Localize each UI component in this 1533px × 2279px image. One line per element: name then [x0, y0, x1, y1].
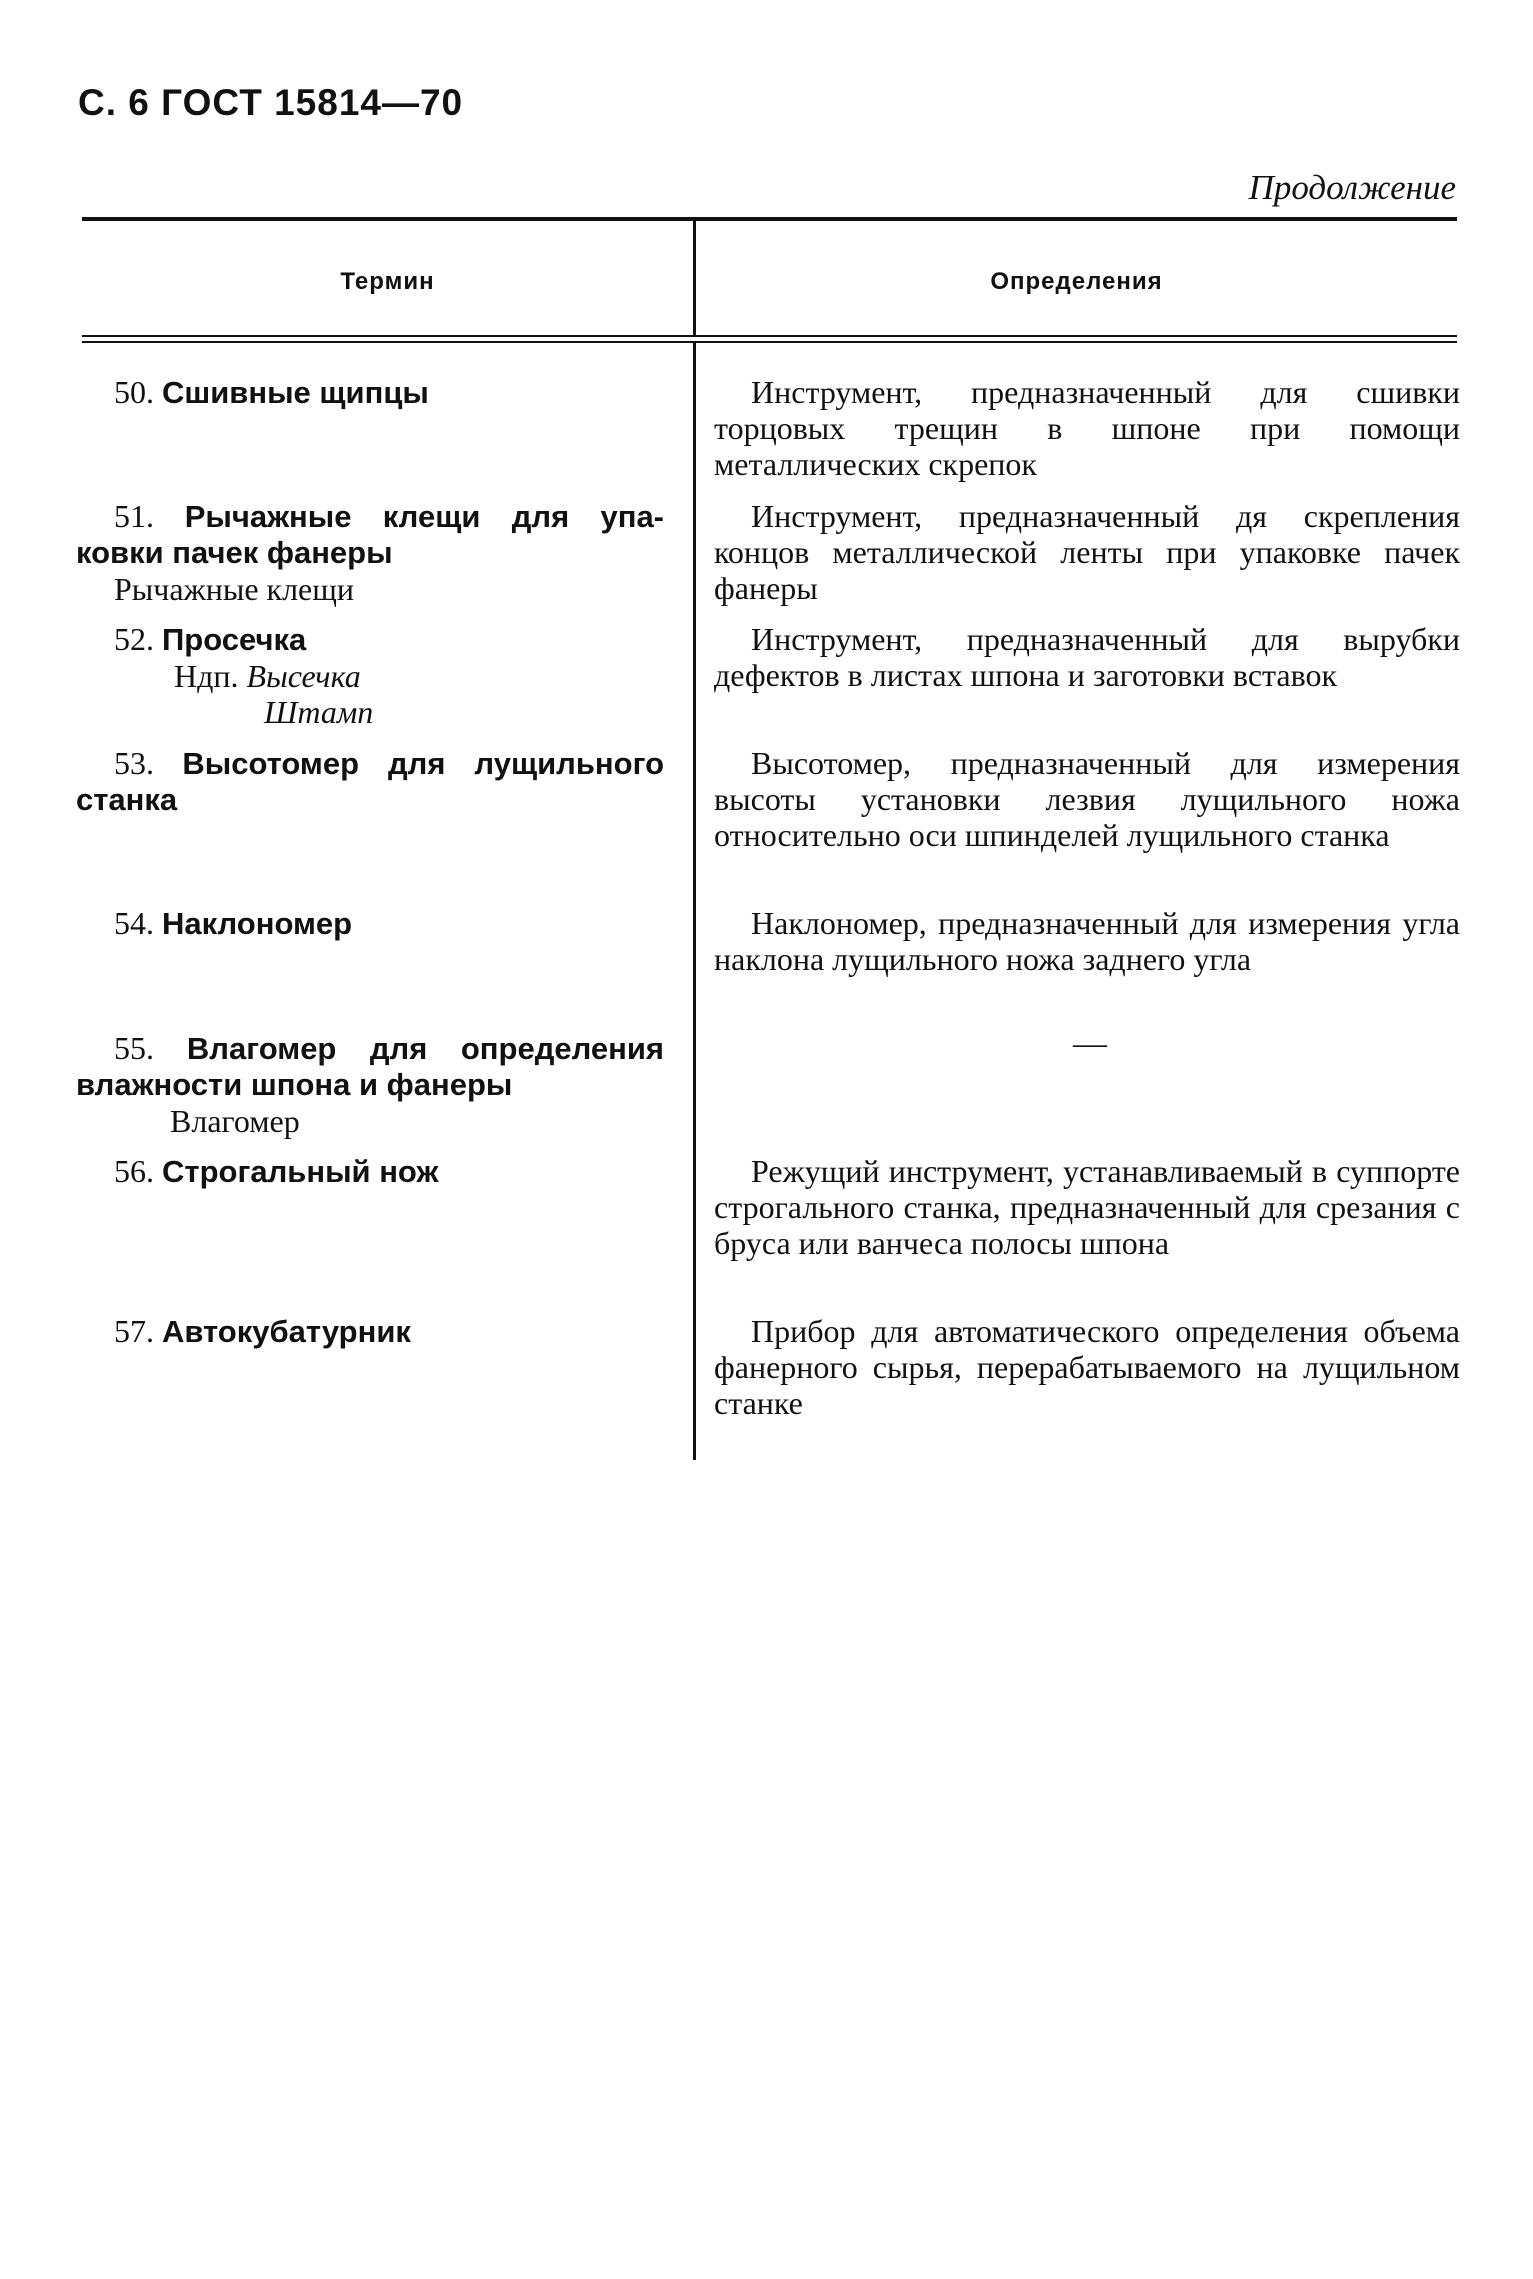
- term-line: [76, 374, 664, 411]
- page-number: С. 6: [78, 82, 150, 123]
- term-cell-52: [76, 621, 664, 730]
- term-line: [76, 1153, 664, 1190]
- definition-cell-50: Инструмент, предназначенный для сшивки торцовых трещин в шпоне при помощи металлических скрепок: [714, 374, 1460, 482]
- term-line: [76, 621, 664, 658]
- definition-cell-52: Инструмент, предназначенный для вырубки дефектов в листах шпона и заготовки вставок: [714, 621, 1460, 693]
- term-number: 52.: [114, 621, 154, 657]
- column-header-definition: Определения: [990, 268, 1163, 295]
- term-name: Влагомер для определения: [186, 1031, 665, 1066]
- term-name: Наклономер: [162, 906, 353, 941]
- term-cell-54: [76, 905, 664, 942]
- page-header: [78, 82, 463, 124]
- term-cell-50: [76, 374, 664, 411]
- term-name: Строгальный нож: [162, 1154, 439, 1189]
- definition-cell-56: Режущий инструмент, устанавливаемый в суппорте строгального станка, предназначенный для срезания с бруса или ванчеса полосы шпона: [714, 1153, 1460, 1261]
- column-header-term: Термин: [340, 268, 435, 295]
- term-line: [76, 1313, 664, 1350]
- term-name: Просечка: [162, 622, 307, 657]
- term-number: 55.: [114, 1030, 154, 1066]
- term-name-continued: станка: [76, 782, 178, 817]
- term-cell-51: [76, 498, 664, 607]
- term-number: 50.: [114, 374, 154, 410]
- term-cell-53: [76, 745, 664, 818]
- definition-cell-51: Инструмент, предназначенный дя скрепления концов металлической ленты при упаковке пачек фанеры: [714, 498, 1460, 606]
- term-number: 53.: [114, 745, 154, 781]
- ndp-label: Ндп.: [174, 658, 239, 694]
- table-top-rule: [82, 217, 1457, 221]
- term-number: 56.: [114, 1153, 154, 1189]
- term-synonym: Влагомер: [170, 1103, 300, 1139]
- definition-cell-55: —: [1073, 1025, 1107, 1062]
- term-number: 57.: [114, 1313, 154, 1349]
- term-name: Автокубатурник: [162, 1314, 411, 1349]
- term-number: 51.: [114, 498, 154, 534]
- term-line: [76, 745, 664, 782]
- term-cell-55: [76, 1030, 664, 1139]
- term-name-continued: ковки пачек фанеры: [76, 535, 393, 570]
- term-name: Высотомер для лущильного: [182, 746, 665, 781]
- term-name-continued: влажности шпона и фанеры: [76, 1067, 513, 1102]
- definition-cell-53: Высотомер, предназначенный для измерения высоты установки лезвия лущильного ножа относительно оси шпинделей лущильного станка: [714, 745, 1460, 853]
- term-line: [76, 905, 664, 942]
- continuation-label: Продолжение: [1248, 168, 1456, 207]
- term-name: Рычажные клещи для упа-: [184, 499, 665, 534]
- term-name: Сшивные щипцы: [162, 375, 429, 410]
- term-line: [76, 1030, 664, 1067]
- header-double-rule-upper: [82, 335, 1457, 337]
- ndp-term: Штамп: [264, 694, 374, 730]
- ndp-term: Высечка: [246, 658, 361, 694]
- term-line: [76, 498, 664, 535]
- term-synonym: Рычажные клещи: [114, 571, 355, 607]
- term-cell-57: [76, 1313, 664, 1350]
- ndp-line: [76, 658, 664, 694]
- body-column-divider: [693, 343, 696, 1460]
- definition-cell-57: Прибор для автоматического определения объема фанерного сырья, перерабатываемого на лущильном станке: [714, 1313, 1460, 1421]
- standard-code: ГОСТ 15814—70: [161, 82, 464, 123]
- header-double-rule-lower: [82, 341, 1457, 343]
- definition-cell-54: Наклономер, предназначенный для измерения угла наклона лущильного ножа заднего угла: [714, 905, 1460, 977]
- term-cell-56: [76, 1153, 664, 1190]
- term-number: 54.: [114, 905, 154, 941]
